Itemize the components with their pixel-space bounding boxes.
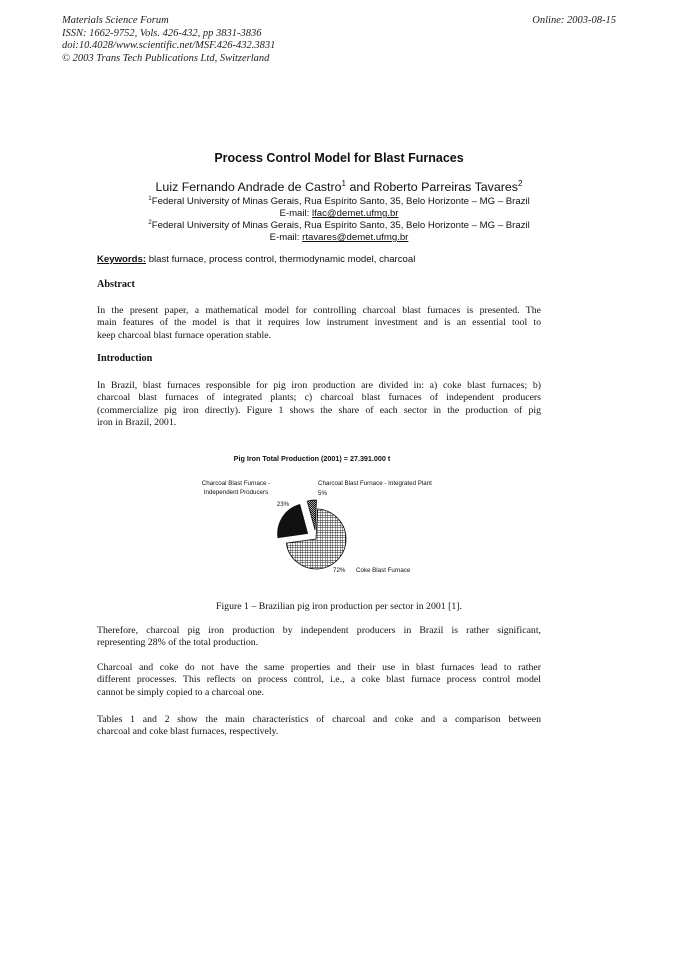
value-label-coke-blast-furnace: 72% (333, 567, 346, 574)
introduction-heading: Introduction (97, 353, 153, 364)
paragraph-therefore (97, 625, 541, 650)
para-line: charcoal and coke blast furnaces, respectively. (97, 726, 279, 738)
affil-2-sup: 2 (148, 218, 152, 226)
affil-1-text: Federal University of Minas Gerais, Rua Espírito Santo, 35, Belo Horizonte – MG – Brazil (151, 196, 530, 207)
abstract-line: In the present paper, a mathematical model for controlling charcoal blast furnaces is presented. The (97, 305, 541, 316)
pie-slice-integrated-plant (307, 500, 316, 530)
legend-label-independent-producers: Independent Producers (203, 489, 269, 496)
author-and: and (346, 180, 374, 194)
legend-label-integrated-plant: Charcoal Blast Furnace - Integrated Plant (318, 480, 432, 487)
keywords-text: blast furnace, process control, thermodynamic model, charcoal (146, 254, 416, 265)
para-line: different processes. This reflects on process control, i.e., a coke blast furnace process control model (97, 674, 541, 686)
abstract-line: main features of the model is that it requires low instrument investment and is an essential tool to (97, 317, 541, 329)
paper-title: Process Control Model for Blast Furnaces (214, 151, 464, 165)
doi-line: doi:10.4028/www.scientific.net/MSF.426-432.3831 (62, 40, 276, 52)
pie-slice-independent-producers (278, 505, 308, 538)
para-line: Charcoal and coke do not have the same properties and their use in blast furnaces lead to rather (97, 662, 541, 673)
keywords-label: Keywords: (97, 254, 147, 265)
value-label-integrated-plant: 5% (318, 490, 327, 497)
paragraph-tables (97, 714, 541, 739)
email-1-label: E-mail: (279, 208, 312, 219)
email-2-label: E-mail: (269, 232, 303, 243)
intro-line: (commercialize pig iron directly). Figure 1 shows the share of each sector in the production of pig (97, 404, 541, 416)
copyright-line: © 2003 Trans Tech Publications Ltd, Switzerland (62, 52, 270, 64)
email-2-link[interactable]: rtavares@demet.ufmg.br (302, 232, 409, 243)
para-line: Tables 1 and 2 show the main characteristics of charcoal and coke and a comparison between (97, 714, 541, 725)
legend-label-coke-blast-furnace: Coke Blast Furnace (356, 567, 411, 574)
para-line: cannot be simply copied to a charcoal one. (97, 686, 265, 698)
value-label-independent-producers: 23% (276, 501, 290, 508)
figure-1-caption: Figure 1 – Brazilian pig iron production per sector in 2001 [1]. (216, 601, 462, 612)
intro-line: charcoal blast furnaces of integrated plants; c) charcoal blast furnaces of independent producers (97, 392, 541, 404)
issn-line: ISSN: 1662-9752, Vols. 426-432, pp 3831-3836 (62, 27, 262, 39)
author-2-sup: 2 (517, 178, 523, 188)
para-line: Therefore, charcoal pig iron production by independent producers in Brazil is rather significant, (97, 625, 541, 636)
author-2: Roberto Parreiras Tavares (373, 180, 518, 194)
abstract-line: keep charcoal blast furnace operation stable. (97, 329, 272, 341)
abstract-heading: Abstract (97, 279, 135, 290)
paragraph-charcoal-coke (97, 662, 541, 699)
intro-line: In Brazil, blast furnaces responsible for pig iron production are divided in: a) coke blast furnaces; b) (97, 380, 541, 391)
affil-2-text: Federal University of Minas Gerais, Rua Espírito Santo, 35, Belo Horizonte – MG – Brazil (151, 220, 530, 231)
author-1-sup: 1 (341, 178, 346, 188)
affil-1-sup: 1 (148, 194, 152, 202)
intro-line: iron in Brazil, 2001. (97, 417, 177, 429)
journal-name: Materials Science Forum (62, 15, 169, 26)
legend-label-independent-producers: Charcoal Blast Furnace - (201, 480, 271, 487)
email-1-link[interactable]: lfac@demet.ufmg.br (311, 208, 399, 219)
para-line: representing 28% of the total production. (97, 637, 259, 649)
online-date: Online: 2003-08-15 (532, 15, 616, 26)
author-1: Luiz Fernando Andrade de Castro (155, 180, 342, 194)
chart-title: Pig Iron Total Production (2001) = 27.391.000 t (233, 454, 391, 463)
